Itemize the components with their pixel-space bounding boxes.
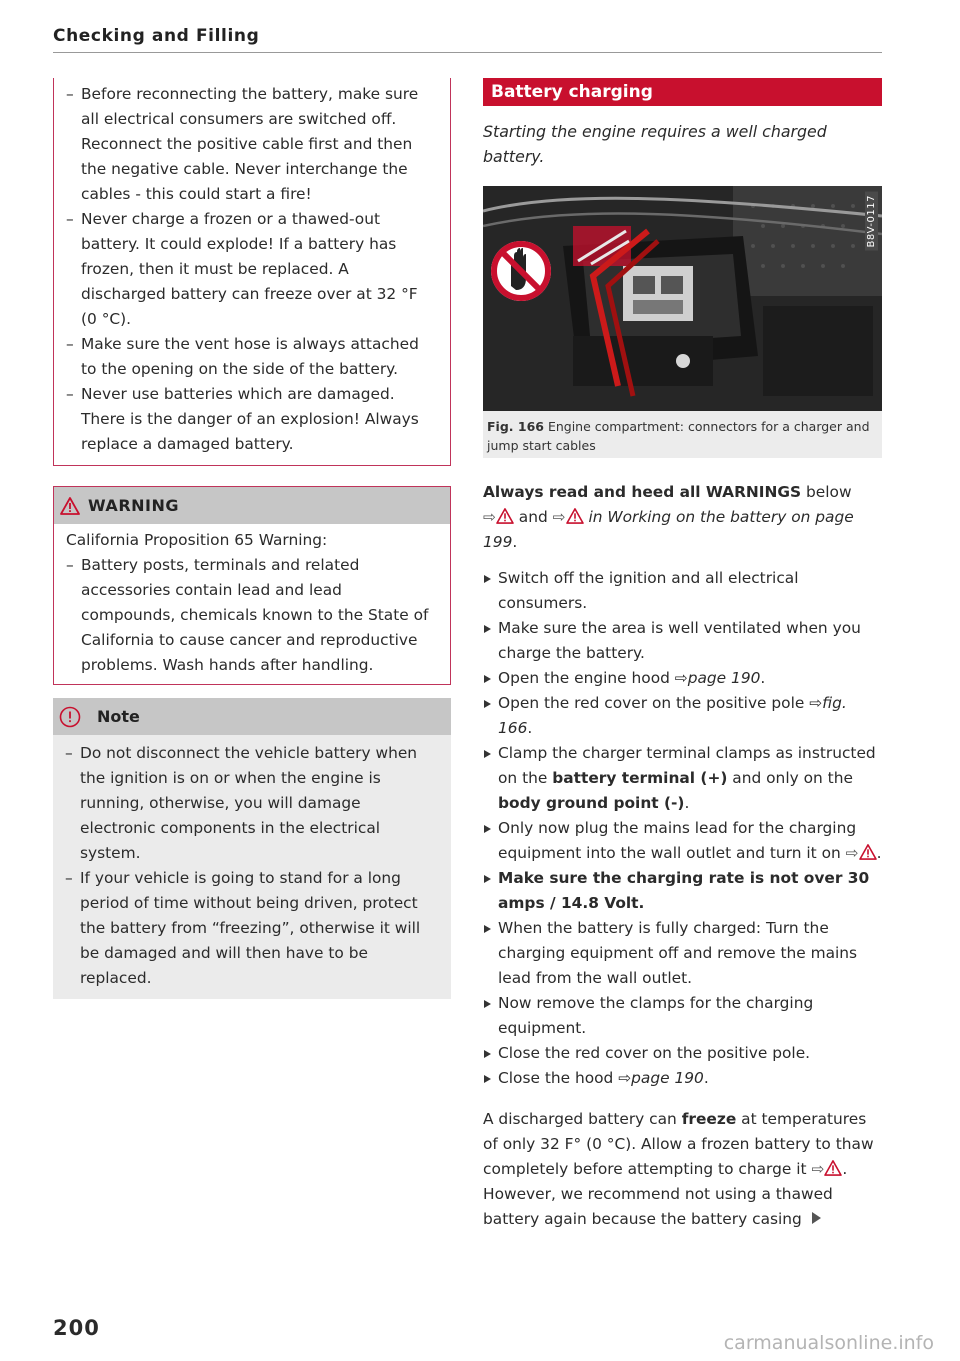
charging-steps-list: [483, 566, 882, 1091]
page-header-title: Checking and Filling: [53, 26, 260, 46]
page-link[interactable]: ⇨page 190: [674, 669, 761, 687]
warning-triangle-icon: [60, 497, 80, 515]
list-item: When the battery is fully charged: Turn the charging equipment off and remove the mains lead from the wall outlet.: [483, 916, 882, 991]
figure-caption-text: Engine compartment: connectors for a charger and jump start cables: [487, 419, 870, 453]
warning-triangle-icon: [824, 1160, 842, 1176]
section-intro: Starting the engine requires a well charged battery.: [483, 122, 827, 166]
warning-triangle-icon: [859, 844, 877, 860]
warning-box: [53, 486, 451, 685]
cross-reference[interactable]: in Working on the battery on page 199: [483, 508, 854, 551]
warning-triangle-icon: [496, 508, 514, 524]
warnings-reference-paragraph: Always read and heed all WARNINGS below ⇨ and ⇨ in Working on the battery on page 199.: [483, 483, 854, 551]
note-title: Note: [97, 707, 140, 726]
list-item: – Do not disconnect the vehicle battery when the ignition is on or when the engine is running, otherwise, you will damage electronic components in the electrical system.: [65, 741, 439, 866]
list-item: – Make sure the vent hose is always attached to the opening on the side of the battery.: [66, 332, 438, 382]
list-item: Close the red cover on the positive pole.: [483, 1041, 882, 1066]
list-item: Clamp the charger terminal clamps as instructed on the battery terminal (+) and only on the body ground point (-).: [483, 741, 882, 816]
figure-caption: [483, 411, 882, 458]
list-item: Now remove the clamps for the charging equipment.: [483, 991, 882, 1041]
header-rule: [53, 52, 882, 53]
list-item: – If your vehicle is going to stand for a long period of time without being driven, protect the battery from “freezing”, otherwise it will be damaged and will then have to be replaced.: [65, 866, 439, 991]
engine-compartment-illustration: [483, 186, 882, 411]
warning-triangle-icon: [566, 508, 584, 524]
continue-arrow-icon: [812, 1212, 821, 1224]
note-header: [53, 698, 451, 735]
section-title: Battery charging: [483, 78, 882, 106]
list-item: Switch off the ignition and all electrical consumers.: [483, 566, 882, 616]
engine-compartment-photo: [483, 186, 882, 411]
warnings-bold: Always read and heed all WARNINGS: [483, 483, 802, 501]
list-item: Make sure the area is well ventilated when you charge the battery.: [483, 616, 882, 666]
watermark: carmanualsonline.info: [723, 1332, 934, 1354]
list-item: Only now plug the mains lead for the charging equipment into the wall outlet and turn it on ⇨ .: [483, 816, 882, 866]
list-item: Open the red cover on the positive pole ⇨fig. 166.: [483, 691, 882, 741]
warning-body: [54, 524, 450, 684]
warning-list: [66, 553, 438, 678]
page-link[interactable]: ⇨page 190: [618, 1069, 704, 1087]
figure-link[interactable]: ⇨fig. 166: [498, 694, 847, 737]
left-column: [53, 78, 451, 999]
arrow-ref: ⇨: [483, 508, 496, 526]
list-item: Close the hood ⇨page 190.: [483, 1066, 882, 1091]
right-column: [483, 78, 882, 1232]
arrow-ref: ⇨: [811, 1160, 825, 1178]
list-item: Make sure the charging rate is not over 30 amps / 14.8 Volt.: [483, 866, 882, 916]
freeze-paragraph: A discharged battery can freeze at temperatures of only 32 F° (0 °C). Allow a frozen battery to thaw completely before attempting to charge it ⇨ . However, we recommend not using a thawed battery again because the battery casing: [483, 1110, 874, 1228]
page-number: 200: [53, 1316, 100, 1340]
warning-intro: California Proposition 65 Warning:: [66, 531, 328, 549]
list-item: – Before reconnecting the battery, make sure all electrical consumers are switched off. Reconnect the positive cable first and then the negative cable. Never interchange the cables - this could start a fire!: [66, 82, 438, 207]
list-item: – Never charge a frozen or a thawed-out battery. It could explode! If a battery has frozen, then it must be replaced. A discharged battery can freeze over at 32 °F (0 °C).: [66, 207, 438, 332]
note-list: [53, 741, 451, 991]
warning-header: [54, 487, 450, 524]
note-body: [53, 735, 451, 999]
figure-code: B8V-0117: [865, 192, 878, 251]
list-item: Open the engine hood ⇨page 190.: [483, 666, 882, 691]
arrow-ref: ⇨: [552, 508, 566, 526]
warning-continuation-box: [53, 78, 451, 466]
note-box: [53, 698, 451, 999]
figure-166: [483, 186, 882, 458]
list-item: – Battery posts, terminals and related accessories contain lead and lead compounds, chemicals known to the State of California to cause cancer and reproductive problems. Wash hands after handling.: [66, 553, 438, 678]
list-item: – Never use batteries which are damaged. There is the danger of an explosion! Always replace a damaged battery.: [66, 382, 438, 457]
warning-title: WARNING: [88, 496, 179, 515]
warning-continued-list: [54, 82, 450, 457]
note-exclamation-icon: [59, 706, 81, 728]
arrow-ref: ⇨: [845, 844, 859, 862]
figure-label: Fig. 166: [487, 419, 544, 434]
